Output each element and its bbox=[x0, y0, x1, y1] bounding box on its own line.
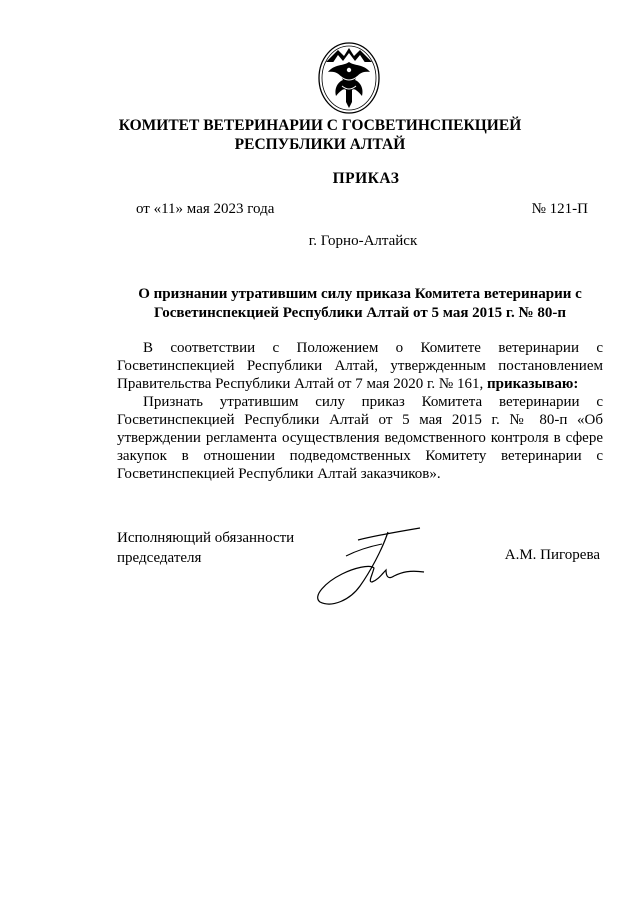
signer-position-line1: Исполняющий обязанности bbox=[117, 530, 295, 546]
handwritten-signature-icon bbox=[312, 520, 432, 612]
signer-name: А.М. Пигорева bbox=[504, 547, 600, 563]
document-date: от «11» мая 2023 года bbox=[136, 201, 275, 217]
altai-emblem-icon bbox=[316, 40, 382, 118]
subject-line2: Госветинспекцией Республики Алтай от 5 мая 2015 г. № 80-п bbox=[153, 305, 567, 321]
document-subject bbox=[118, 285, 602, 323]
subject-line1: О признании утратившим силу приказа Комитета ветеринарии с bbox=[138, 286, 582, 302]
signer-position-line2: председателя bbox=[117, 550, 202, 566]
body-paragraph-1-order-word: приказываю: bbox=[486, 376, 579, 392]
organization-title bbox=[100, 116, 540, 154]
organization-title-line1: КОМИТЕТ ВЕТЕРИНАРИИ С ГОСВЕТИНСПЕКЦИЕЙ bbox=[118, 117, 522, 134]
signer-position bbox=[117, 528, 294, 568]
document-city: г. Горно-Алтайск bbox=[308, 233, 418, 249]
organization-title-line2: РЕСПУБЛИКИ АЛТАЙ bbox=[234, 136, 406, 153]
body-paragraph-1 bbox=[117, 339, 603, 393]
document-type-title: ПРИКАЗ bbox=[332, 170, 400, 187]
document-body bbox=[117, 339, 603, 483]
document-number: № 121-П bbox=[531, 201, 588, 217]
body-paragraph-2: Признать утратившим силу приказ Комитета ветеринарии с Госветинспекцией Республики Алтай от 5 мая 2015 г. № 80-п «Об утверждении регламента осуществления ведомственного контроля в сфере закупок в отношении подведомственных Комитету ветеринарии с Госветинспекцией Республики Алтай заказчиков». bbox=[117, 394, 603, 482]
body-paragraph-1-text: В соответствии с Положением о Комитете ветеринарии с Госветинспекцией Республики Алтай, утвержденным постановлением Правительства Республики Алтай от 7 мая 2020 г. № 161, bbox=[117, 340, 603, 392]
